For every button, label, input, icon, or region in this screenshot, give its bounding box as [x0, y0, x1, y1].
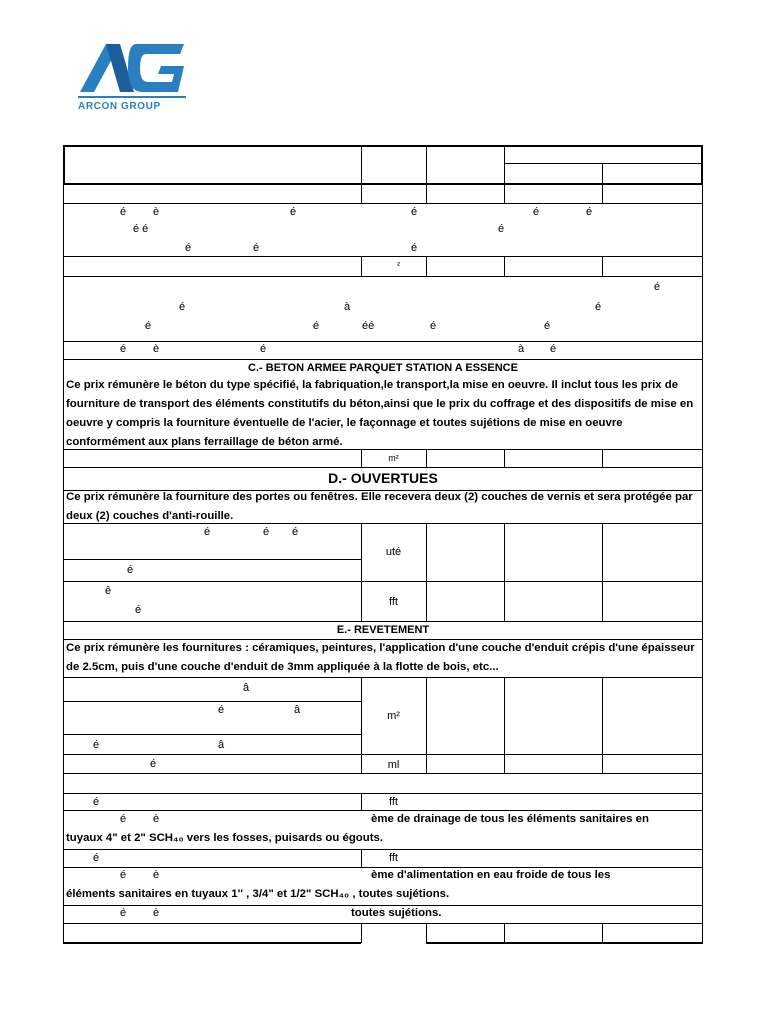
row2-mark: à: [344, 301, 351, 313]
row1-mark: é é: [133, 223, 149, 235]
section-e-mark: â: [243, 682, 250, 694]
plumbing-mark: è: [153, 907, 160, 919]
row2-mark: é: [179, 301, 186, 313]
drainage-text-2: tuyaux 4" et 2" SCH₄₀ vers les fosses, puisards ou égouts.: [66, 832, 383, 844]
section-c-title: C.- BETON ARMEE PARQUET STATION A ESSENCE: [248, 362, 518, 374]
row2-mark: éé: [362, 320, 375, 332]
section-e-mark: é: [93, 739, 100, 751]
section-d-title: D.- OUVERTUES: [328, 470, 438, 486]
section-d-mark: é: [127, 564, 134, 576]
plumbing-unit: fft: [389, 796, 398, 808]
plumbing-mark: é: [120, 907, 127, 919]
row1-mark: é: [290, 206, 297, 218]
plumbing-mark: é: [120, 813, 127, 825]
section-e-unit: m²: [387, 710, 400, 722]
row1-mark: é: [533, 206, 540, 218]
row1-mark: é: [253, 242, 260, 254]
row1-mark: é: [120, 206, 127, 218]
section-c-description: Ce prix rémunère le béton du type spécifié, la fabriquation,le transport,la mise en oeuvre. Il inclut tous les prix de fourniture de transport des éléments constitutifs du béton,ainsi que le prix du coffrage et des dispositifs de mise en oeuvre y compris la fourniture éventuelle de l'acier, le façonnage et toutes sujétions de mise en oeuvre conformément aux plans ferraillage de béton armé.: [66, 379, 694, 448]
row1-mark: é: [411, 206, 418, 218]
row1-mark: é: [586, 206, 593, 218]
section-d-mark: ê: [105, 585, 112, 597]
row2-mark: é: [544, 320, 551, 332]
section-d-mark: é: [135, 604, 142, 616]
section-d-mark: é: [292, 526, 299, 538]
section-e-mark: é: [150, 758, 157, 770]
water-supply-text: ème d'alimentation en eau froide de tous les: [371, 869, 611, 881]
section-e-mark: â: [294, 704, 301, 716]
row1-mark: è: [153, 206, 160, 218]
section-e-title: E.- REVETEMENT: [336, 624, 430, 636]
row1-mark: é: [498, 223, 505, 235]
section-d-mark: é: [263, 526, 270, 538]
drainage-text: ème de drainage de tous les éléments sanitaires en: [371, 813, 649, 825]
row1-mark: é: [185, 242, 192, 254]
row3-mark: é: [120, 343, 127, 355]
row3-mark: é: [550, 343, 557, 355]
row3-mark: é: [260, 343, 267, 355]
section-e-mark: é: [218, 704, 225, 716]
section-e-description: Ce prix rémunère les fournitures : céramiques, peintures, l'application d'une couche d'enduit crépis d'une épaisseur de 2.5cm, puis d'une couche d'enduit de 3mm appliquée à la flotte de bois, etc...: [66, 642, 695, 673]
section-d-unit: fft: [389, 596, 398, 608]
row1-mark: é: [411, 242, 418, 254]
water-supply-text-2: éléments sanitaires en tuyaux 1'' , 3/4" et 1/2" SCH₄₀ , toutes sujétions.: [66, 888, 450, 900]
row3-mark: è: [153, 343, 160, 355]
section-d-unit: uté: [385, 546, 402, 558]
row2-mark: é: [654, 281, 661, 293]
section-e-mark: â: [218, 739, 225, 751]
section-c-unit: m²: [388, 453, 399, 463]
last-row-text: toutes sujétions.: [351, 907, 442, 919]
logo-company-name: ARCON GROUP: [78, 101, 161, 112]
row1-unit: ²: [397, 260, 400, 270]
row2-mark: é: [595, 301, 602, 313]
section-e-unit: ml: [387, 759, 400, 771]
row2-mark: é: [430, 320, 437, 332]
plumbing-mark: è: [153, 869, 160, 881]
plumbing-unit: fft: [389, 852, 398, 864]
section-d-description: Ce prix rémunère la fourniture des portes ou fenêtres. Elle recevera deux (2) couches de vernis et sera protégée par deux (2) couches d'anti-rouille.: [66, 491, 693, 522]
row2-mark: é: [145, 320, 152, 332]
row3-mark: à: [518, 343, 525, 355]
price-schedule-table: [63, 145, 703, 943]
plumbing-mark: é: [93, 852, 100, 864]
plumbing-mark: é: [120, 869, 127, 881]
row2-mark: é: [313, 320, 320, 332]
section-d-mark: é: [204, 526, 211, 538]
plumbing-mark: é: [93, 796, 100, 808]
plumbing-mark: è: [153, 813, 160, 825]
